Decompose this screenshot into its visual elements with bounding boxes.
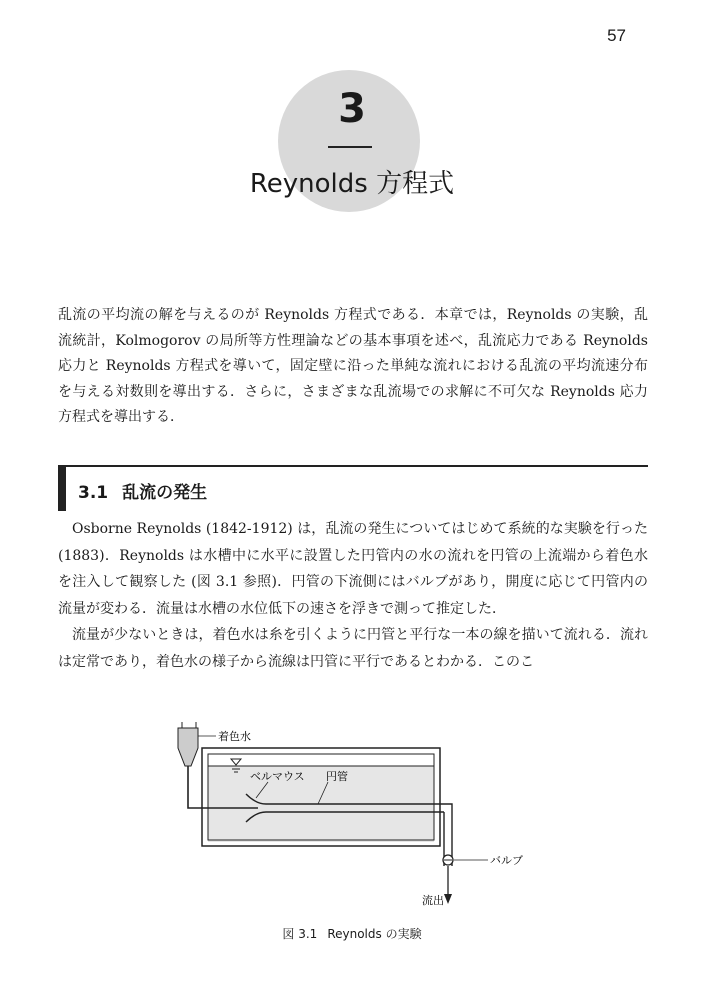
valve-label: バルブ — [490, 854, 523, 867]
dye-label: 着色水 — [218, 730, 251, 743]
section-rule — [58, 465, 648, 467]
chapter-rule — [328, 146, 372, 148]
bellmouth-label: ベルマウス — [250, 770, 305, 783]
dye-funnel — [178, 728, 198, 766]
body-text — [58, 516, 648, 675]
reynolds-apparatus-figure — [168, 718, 528, 918]
section-number: 3.1 — [78, 483, 109, 503]
section-heading — [78, 478, 207, 503]
section-bar — [58, 467, 66, 511]
figure-caption — [0, 925, 704, 942]
outflow-label: 流出 — [422, 894, 444, 907]
chapter-intro: 乱流の平均流の解を与えるのが Reynolds 方程式である．本章では，Reynolds の実験，乱流統計，Kolmogorov の局所等方性理論などの基本事項を述べ，乱流応力である Reynolds 応力と Reynolds 方程式を導いて，固定壁に沿った単純な流れにおける乱流の平均流速分布を与える対数則を導出する．さらに，さまざまな乱流場での求解に不可欠な Reynolds 応力方程式を導出する． — [58, 307, 648, 425]
chapter-number: 3 — [338, 86, 366, 132]
chapter-title: Reynolds 方程式 — [249, 169, 455, 199]
figure-caption-number: 図 3.1 — [282, 927, 318, 941]
paragraph: Osborne Reynolds (1842-1912) は，乱流の発生についてはじめて系統的な実験を行った (1883)．Reynolds は水槽中に水平に設置した円管内の水の流れを円管の上流端から着色水を注入して観察した (図 3.1 参照)．円管の下流側にはバルブがあり，開度に応じて円管内の流量が変わる．流量は水槽の水位低下の速さを浮きで測って推定した． — [58, 521, 648, 617]
outflow-arrow-icon — [444, 894, 452, 904]
section-title: 乱流の発生 — [122, 483, 208, 503]
paragraph: 流量が少ないときは，着色水は糸を引くように円管と平行な一本の線を描いて流れる．流れは定常であり，着色水の様子から流線は円管に平行であるとわかる．このこ — [58, 627, 648, 670]
page-number: 57 — [607, 26, 626, 45]
pipe-label: 円管 — [326, 770, 348, 783]
figure-caption-text: Reynolds の実験 — [327, 927, 422, 941]
